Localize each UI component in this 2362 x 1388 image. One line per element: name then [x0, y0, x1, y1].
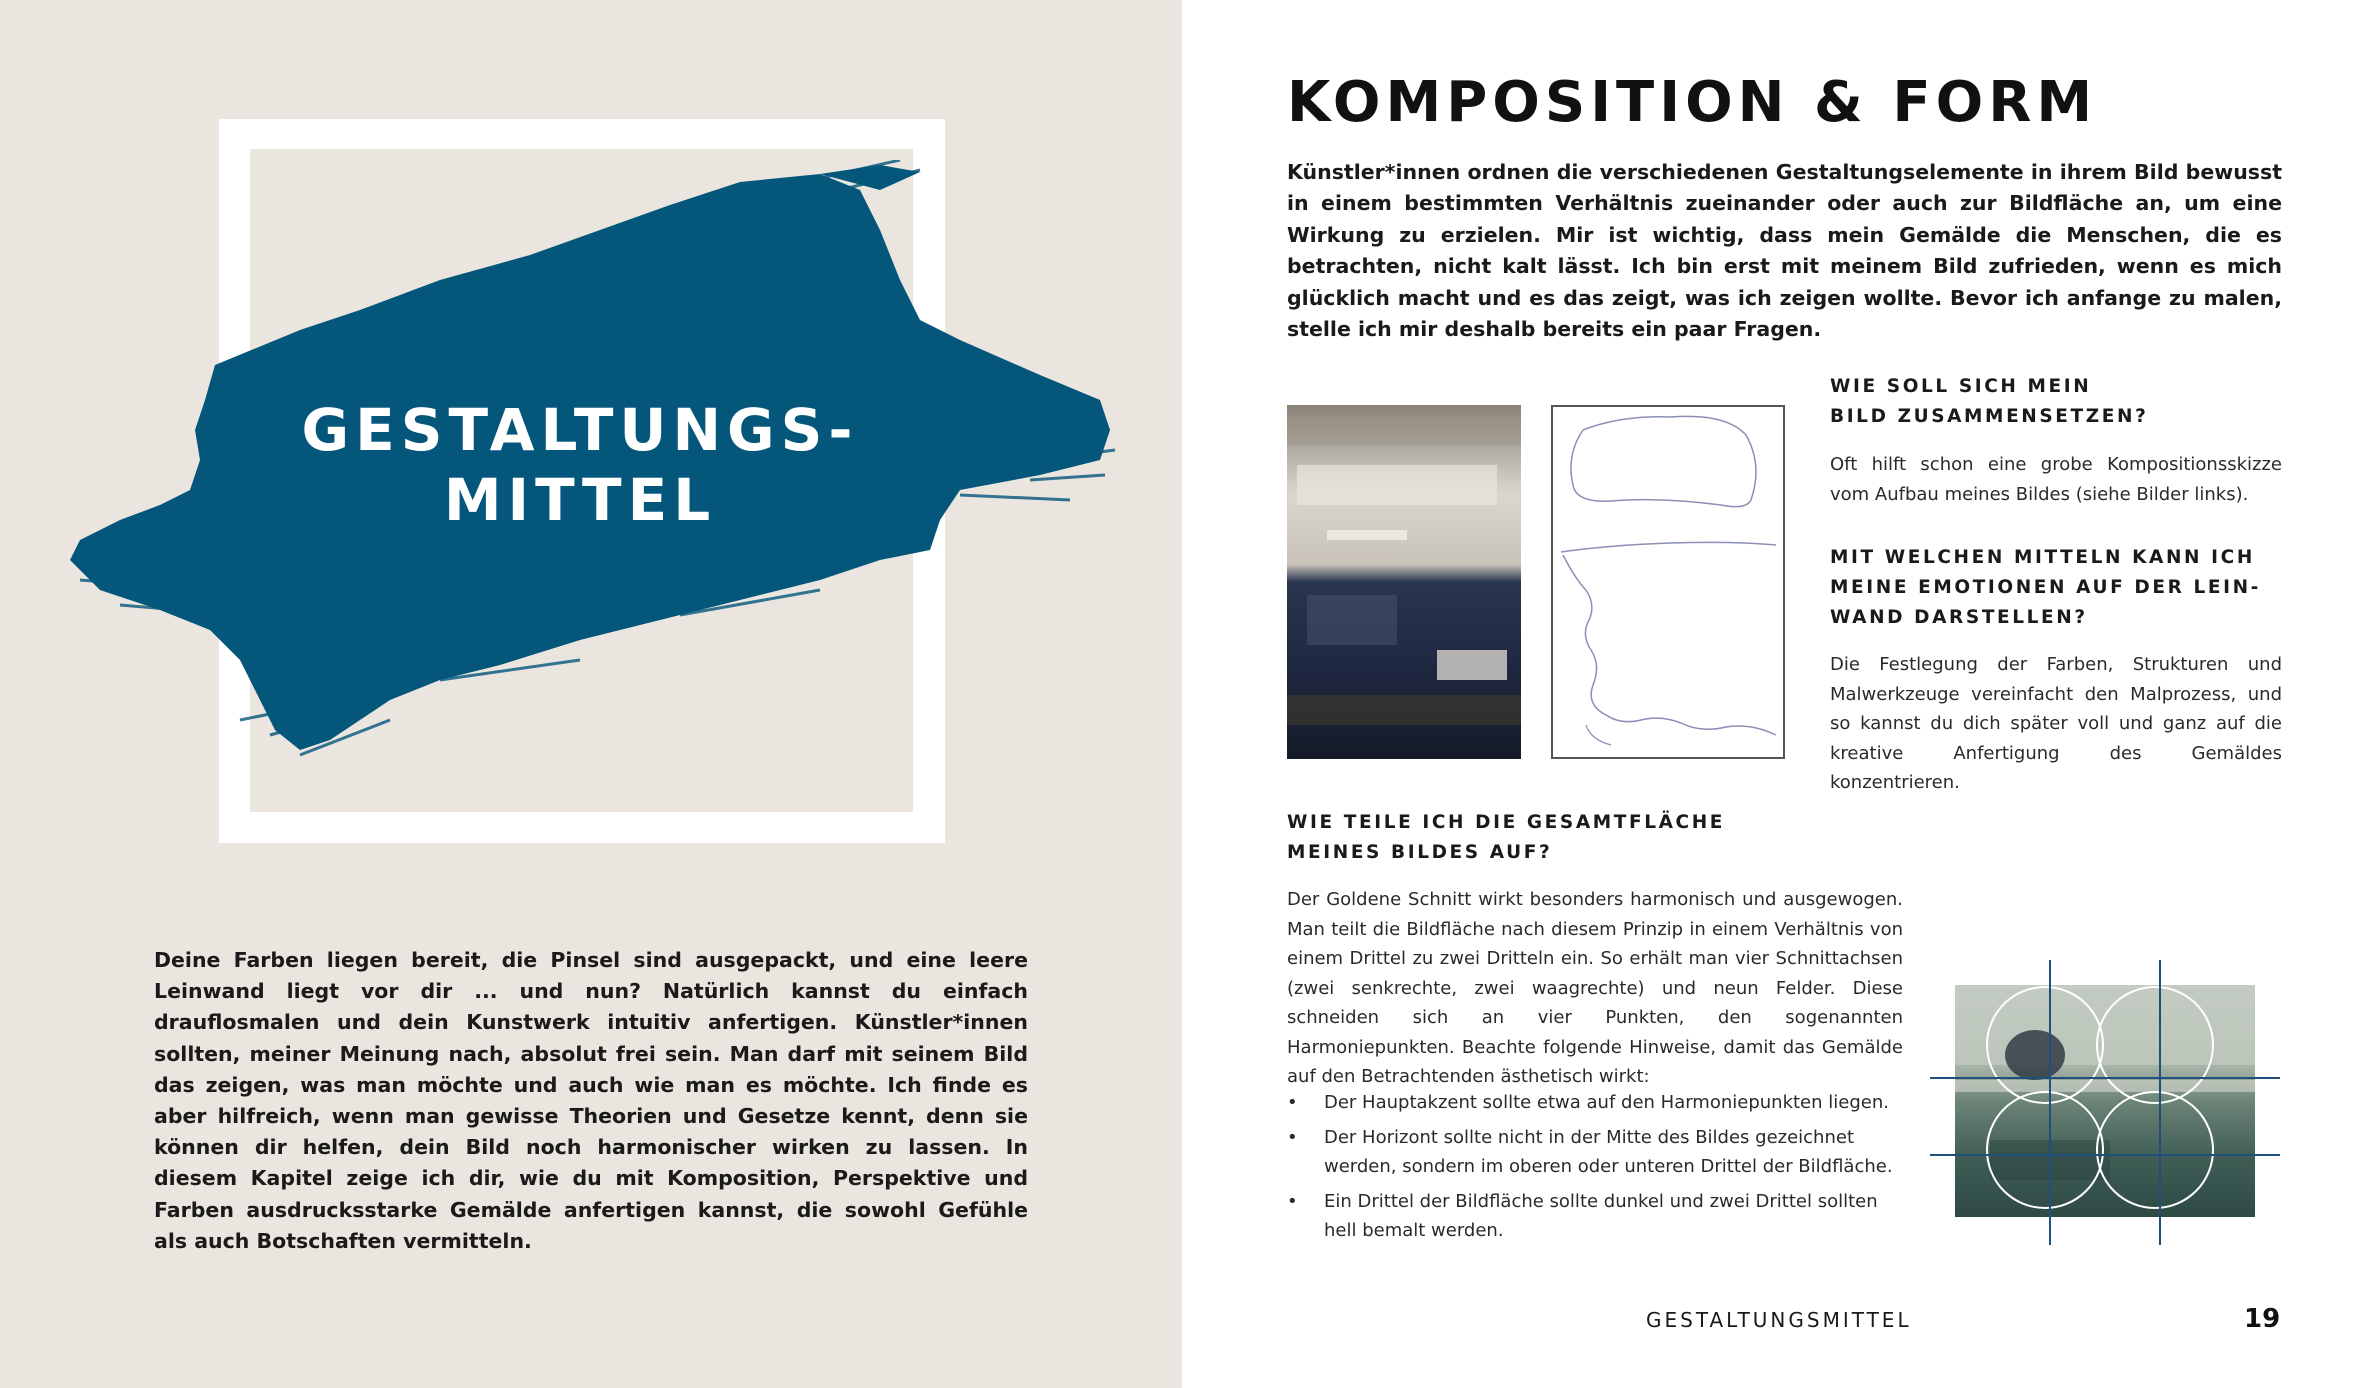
chapter-title — [260, 395, 900, 535]
lead-paragraph: Künstler*innen ordnen die verschiedenen Gestaltungselemente in ihrem Bild bewusst in einem bestimmten Verhältnis zueinander oder auch zur Bildfläche an, um eine Wirkung zu erzielen. Mir ist wichtig, dass mein Gemälde die Menschen, die es betrachten, nicht kalt lässt. Ich bin erst mit meinem Bild zufrieden, wenn es mich glücklich macht und es das zeigt, was ich zeigen wollte. Bevor ich anfange zu malen, stelle ich mir deshalb bereits ein paar Fragen. — [1287, 160, 2282, 342]
composition-sketch-image — [1551, 405, 1785, 759]
bullet-icon: • — [1287, 1126, 1298, 1148]
list-item — [1287, 1187, 1907, 1246]
question-3-heading-line: WIE TEILE ICH DIE GESAMTFLÄCHE — [1287, 812, 1726, 833]
question-1-body: Oft hilft schon eine grobe Kompositionsskizze vom Aufbau meines Bildes (siehe Bilder links). — [1830, 454, 2282, 505]
intro-paragraph: Deine Farben liegen bereit, die Pinsel sind ausgepackt, und eine leere Leinwand liegt vor dir ... und nun? Natürlich kannst du einfach drauflosmalen und dein Kunstwerk intuitiv anfertigen. Künstler*innen sollten, meiner Meinung nach, absolut frei sein. Man darf mit seinem Bild das zeigen, was man möchte und auch wie man es möchte. Ich finde es aber hilfreich, wenn man gewisse Theorien und Gesetze kennt, denn sie können dir helfen, dein Bild noch harmonischer wirken zu lassen. In diesem Kapitel zeige ich dir, wie du mit Komposition, Perspektive und Farben ausdrucksstarke Gemälde anfertigen kannst, die sowohl Gefühle als auch Botschaften vermitteln. — [154, 948, 1028, 1253]
question-2-heading — [1830, 543, 2261, 633]
list-item-text: Ein Drittel der Bildfläche sollte dunkel und zwei Drittel sollten hell bemalt werden. — [1324, 1190, 1878, 1241]
abstract-painting-image — [1287, 405, 1521, 759]
list-item — [1287, 1088, 1907, 1118]
question-1-heading — [1830, 372, 2148, 432]
question-3-heading-line: MEINES BILDES AUF? — [1287, 842, 1553, 863]
list-item — [1287, 1123, 1907, 1182]
question-2-heading-line: MEINE EMOTIONEN AUF DER LEIN- — [1830, 577, 2261, 598]
question-3-heading — [1287, 808, 1725, 868]
question-3-body: Der Goldene Schnitt wirkt besonders harmonisch und ausgewogen. Man teilt die Bildfläche nach diesem Prinzip in einem Verhältnis von einem Drittel zu zwei Dritteln ein. So erhält man vier Schnittachsen (zwei senkrechte, zwei waagrechte) und neun Felder. Diese schneiden sich an vier Punkten, den sogenannten Harmoniepunkten. Beachte folgende Hinweise, damit das Gemälde auf den Betrachtenden ästhetisch wirkt: — [1287, 889, 1903, 1087]
question-2-heading-line: WAND DARSTELLEN? — [1830, 607, 2088, 628]
golden-ratio-painting-image — [1930, 960, 2280, 1245]
question-1-heading-line: BILD ZUSAMMENSETZEN? — [1830, 406, 2149, 427]
chapter-title-line-2: MITTEL — [443, 466, 717, 534]
list-item-text: Der Horizont sollte nicht in der Mitte des Bildes gezeichnet werden, sondern im oberen oder unteren Drittel der Bildfläche. — [1324, 1126, 1893, 1177]
question-2-heading-line: MIT WELCHEN MITTELN KANN ICH — [1830, 547, 2255, 568]
bullet-icon: • — [1287, 1190, 1298, 1212]
question-2-body: Die Festlegung der Farben, Strukturen und Malwerkzeuge vereinfacht den Malprozess, und so kannst du dich später voll und ganz auf die kreative Anfertigung des Gemäldes konzentrieren. — [1830, 654, 2282, 793]
bullet-icon: • — [1287, 1092, 1298, 1113]
chapter-title-line-1: GESTALTUNGS- — [301, 396, 859, 464]
question-1-heading-line: WIE SOLL SICH MEIN — [1830, 376, 2092, 397]
page-title: KOMPOSITION & FORM — [1287, 70, 2098, 135]
list-item-text: Der Hauptakzent sollte etwa auf den Harmoniepunkten liegen. — [1324, 1092, 1889, 1113]
hints-list — [1287, 1088, 1907, 1251]
running-footer: GESTALTUNGSMITTEL — [1646, 1308, 1912, 1332]
page-number: 19 — [2244, 1304, 2281, 1334]
